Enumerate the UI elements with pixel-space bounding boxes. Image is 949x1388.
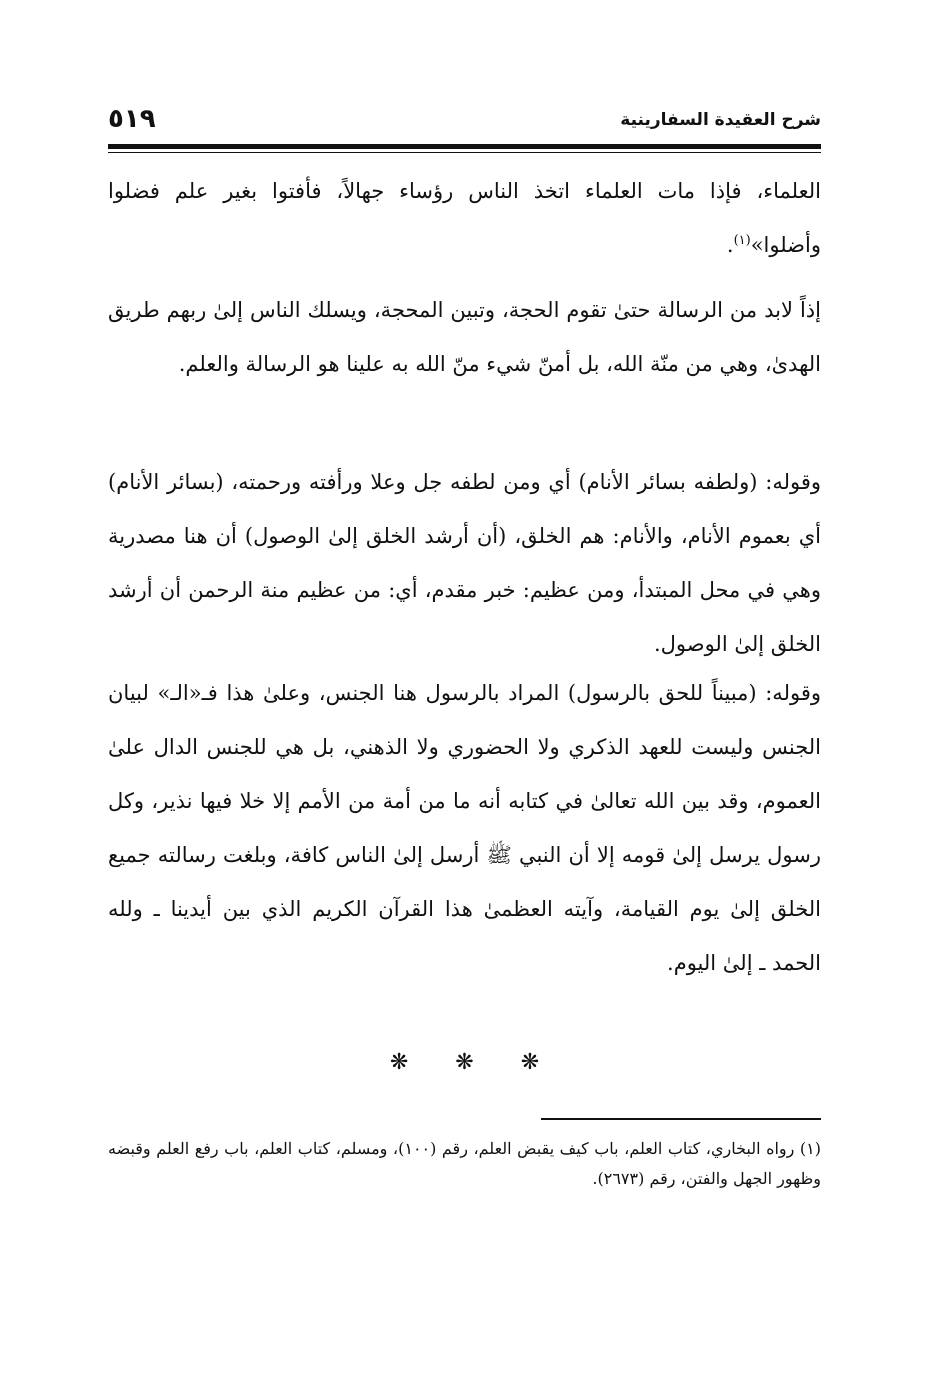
paragraph-message-necessity — [108, 283, 821, 391]
paragraph-messenger-genus — [108, 666, 821, 990]
header-rule-thick — [108, 144, 821, 149]
book-title: شرح العقيدة السفارينية — [620, 110, 821, 130]
paragraph-kindness-to-creatures — [108, 455, 821, 671]
paragraph-text: إذاً لابد من الرسالة حتىٰ تقوم الحجة، وتبين المحجة، ويسلك الناس إلىٰ ربهم طريق الهدىٰ، وهي من منّة الله، بل أمنّ شيء منّ الله به علينا هو الرسالة والعلم. — [108, 298, 821, 376]
paragraph-end-mark: . — [726, 233, 734, 257]
footnote-separator-rule — [541, 1118, 821, 1120]
paragraph-hadith-ending — [108, 164, 821, 272]
footnote-text: (١) رواه البخاري، كتاب العلم، باب كيف يقبض العلم، رقم (١٠٠)، ومسلم، كتاب العلم، باب رفع العلم وقبضه وظهور الجهل والفتن، رقم (٢٦٧٣). — [108, 1139, 822, 1188]
header-rule-thin — [108, 152, 821, 153]
paragraph-text: وقوله: (مبيناً للحق بالرسول) المراد بالرسول هنا الجنس، وعلىٰ هذا فـ«الـ» لبيان الجنس وليست للعهد الذكري ولا الحضوري ولا الذهني، بل هي للجنس الدال علىٰ العموم، وقد بين الله تعالىٰ في كتابه أنه ما من أمة من الأمم إلا خلا فيها نذير، وكل رسول يرسل إلىٰ قومه إلا أن النبي ﷺ أرسل إلىٰ الناس كافة، وبلغت رسالته جميع الخلق إلىٰ يوم القيامة، وآيته العظمىٰ هذا القرآن الكريم الذي بين أيدينا ـ ولله الحمد ـ إلىٰ اليوم. — [108, 681, 821, 975]
paragraph-text: العلماء، فإذا مات العلماء اتخذ الناس رؤساء جهالاً، فأفتوا بغير علم فضلوا وأضلوا» — [108, 179, 821, 257]
paragraph-text: وقوله: (ولطفه بسائر الأنام) أي ومن لطفه جل وعلا ورأفته ورحمته، (بسائر الأنام) أي بعموم الأنام، والأنام: هم الخلق، (أن أرشد الخلق إلىٰ الوصول) أن هنا مصدرية وهي في محل المبتدأ، ومن عظيم: خبر مقدم، أي: من عظيم منة الرحمن أن أرشد الخلق إلىٰ الوصول. — [108, 470, 821, 656]
footnote — [108, 1134, 821, 1194]
page-number: ٥١٩ — [108, 104, 156, 134]
section-separator: ❋ ❋ ❋ — [389, 1050, 560, 1075]
footnote-reference: (١) — [733, 233, 751, 248]
running-head — [108, 104, 821, 140]
